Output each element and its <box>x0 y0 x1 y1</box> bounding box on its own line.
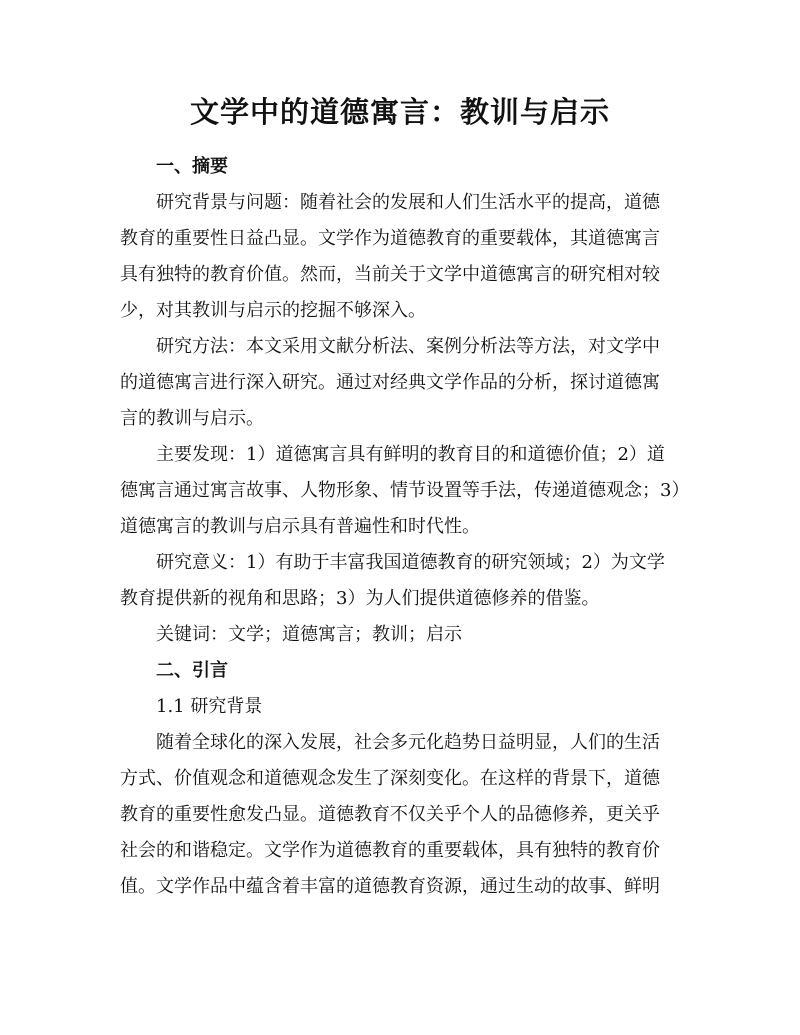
document-title: 文学中的道德寓言：教训与启示 <box>189 95 610 129</box>
text-line: 随着全球化的深入发展，社会多元化趋势日益明显，人们的生活 <box>156 732 660 753</box>
text-line: 教育的重要性日益凸显。文学作为道德教育的重要载体，其道德寓言 <box>120 228 660 249</box>
section-heading-introduction: 二、引言 <box>156 660 228 681</box>
text-line: 教育的重要性愈发凸显。道德教育不仅关乎个人的品德修养，更关乎 <box>120 804 660 825</box>
text-line: 关键词：文学；道德寓言；教训；启示 <box>156 624 462 645</box>
text-line: 道德寓言的教训与启示具有普遍性和时代性。 <box>120 516 480 537</box>
text-line: 主要发现：1）道德寓言具有鲜明的教育目的和道德价值；2）道 <box>156 444 665 465</box>
subsection-heading-background: 1.1 研究背景 <box>156 696 263 717</box>
text-line: 的道德寓言进行深入研究。通过对经典文学作品的分析，探讨道德寓 <box>120 372 660 393</box>
text-line: 教育提供新的视角和思路；3）为人们提供道德修养的借鉴。 <box>120 588 600 609</box>
text-line: 少，对其教训与启示的挖掘不够深入。 <box>120 300 426 321</box>
text-line: 方式、价值观念和道德观念发生了深刻变化。在这样的背景下，道德 <box>120 768 660 789</box>
abstract-paragraph-findings <box>120 437 690 545</box>
document-body <box>120 149 690 905</box>
abstract-paragraph-methods <box>120 329 680 437</box>
introduction-paragraph <box>120 725 680 905</box>
text-line: 研究背景与问题：随着社会的发展和人们生活水平的提高，道德 <box>156 192 660 213</box>
text-line: 言的教训与启示。 <box>120 408 264 429</box>
text-line: 值。文学作品中蕴含着丰富的道德教育资源，通过生动的故事、鲜明 <box>120 876 660 897</box>
abstract-paragraph-significance <box>120 545 680 617</box>
abstract-paragraph-background <box>120 185 680 329</box>
text-line: 德寓言通过寓言故事、人物形象、情节设置等手法，传递道德观念；3） <box>120 480 690 501</box>
text-line: 研究方法：本文采用文献分析法、案例分析法等方法，对文学中 <box>156 336 660 357</box>
section-heading-abstract: 一、摘要 <box>156 156 228 177</box>
abstract-keywords <box>120 617 680 653</box>
text-line: 研究意义：1）有助于丰富我国道德教育的研究领域；2）为文学 <box>156 552 665 573</box>
text-line: 具有独特的教育价值。然而，当前关于文学中道德寓言的研究相对较 <box>120 264 660 285</box>
text-line: 社会的和谐稳定。文学作为道德教育的重要载体，具有独特的教育价 <box>120 840 660 861</box>
